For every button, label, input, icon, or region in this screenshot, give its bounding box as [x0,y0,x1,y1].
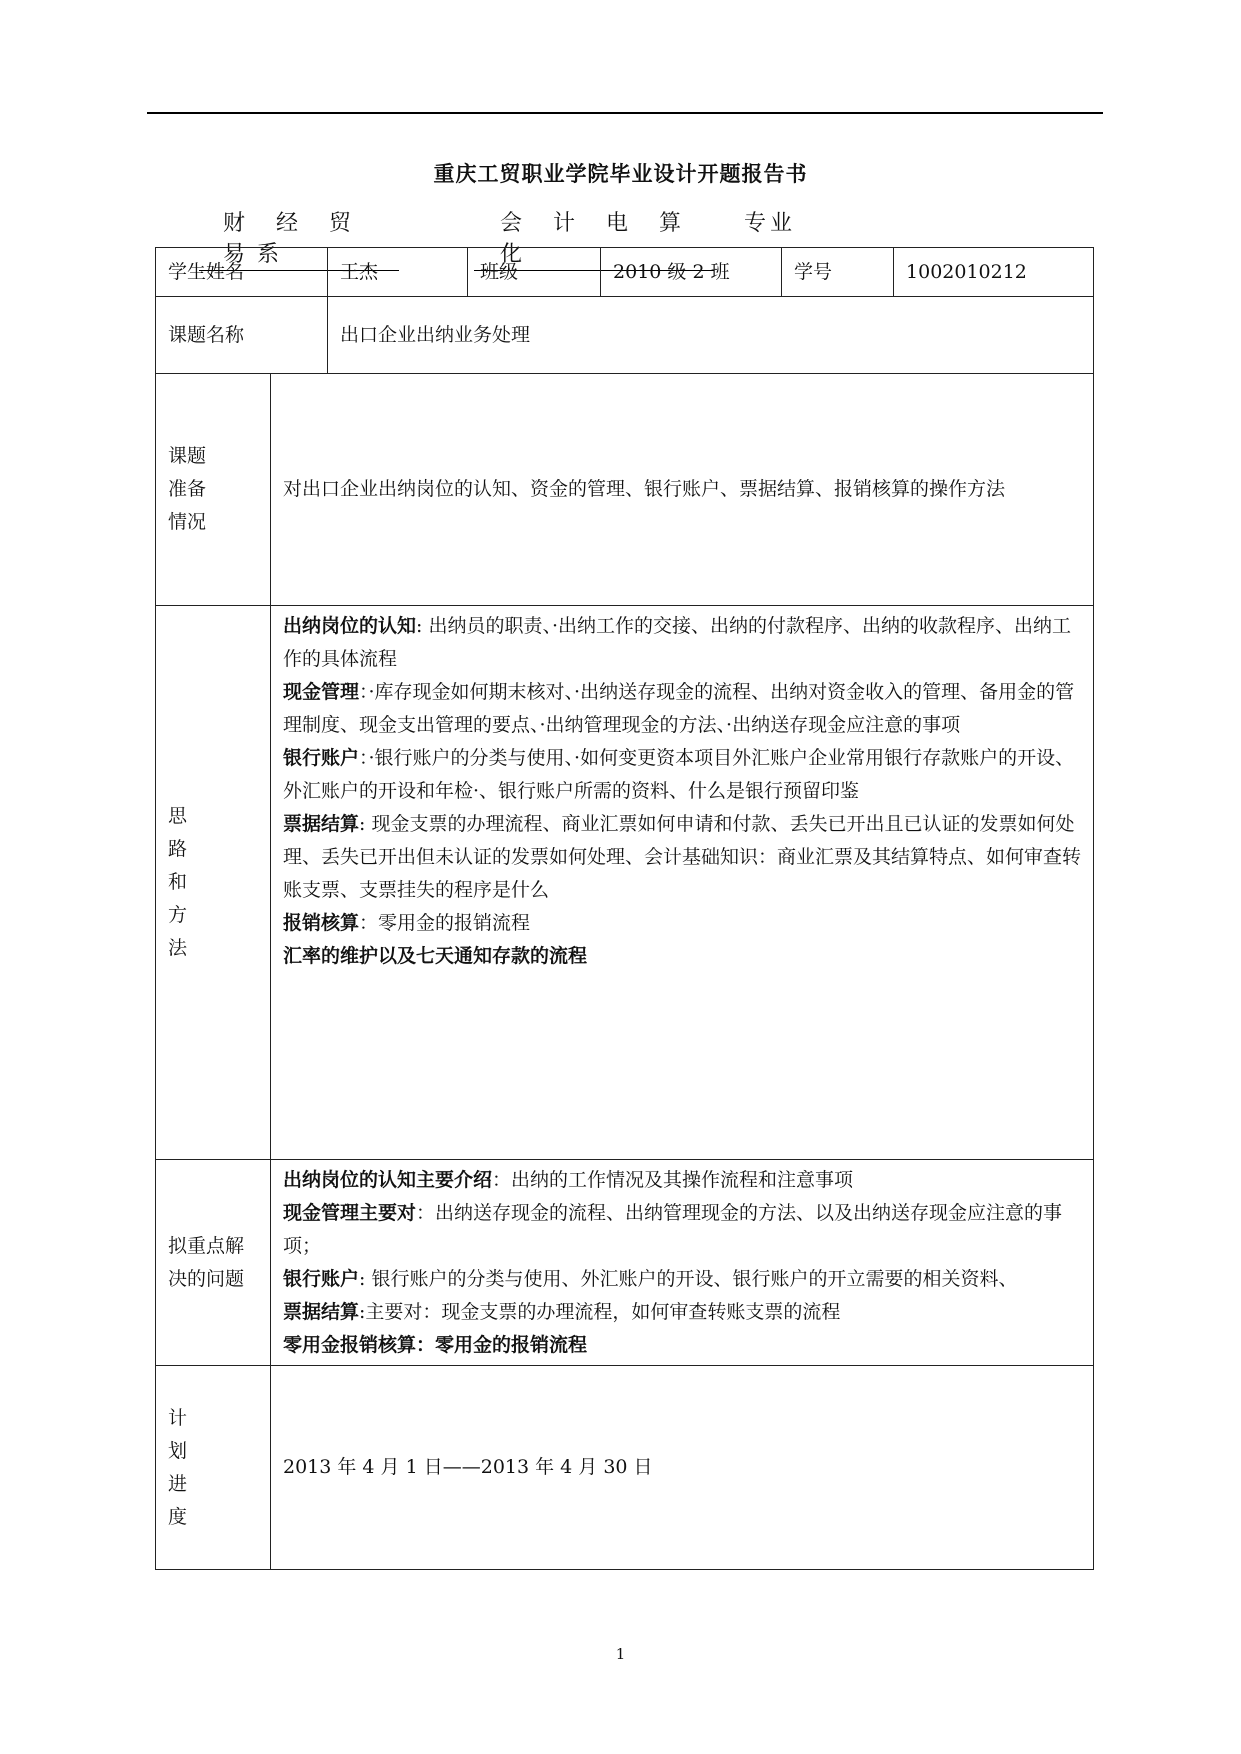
approach-item: 出纳岗位的认知: 出纳员的职责、·出纳工作的交接、出纳的付款程序、出纳的收款程序、出纳工作的具体流程 [283,615,1071,670]
info-row [156,248,1094,297]
header-rule [147,112,1103,114]
class-value: 2010 级 2 班 [601,248,782,297]
page-title: 重庆工贸职业学院毕业设计开题报告书 [433,162,808,186]
report-form-table [155,247,1094,1570]
preparation-text: 对出口企业出纳岗位的认知、资金的管理、银行账户、票据结算、报销核算的操作方法 [271,374,1094,606]
key-problem-item: 票据结算:主要对：现金支票的办理流程，如何审查转账支票的流程 [283,1301,841,1323]
key-problems-label: 拟重点解 决的问题 [156,1160,271,1366]
approach-item: 票据结算: 现金支票的办理流程、商业汇票如何申请和付款、丢失已开出且已认证的发票如何处理、丢失已开出但未认证的发票如何处理、会计基础知识：商业汇票及其结算特点、如何审查转账支票、支票挂失的程序是什么 [283,813,1082,901]
class-label: 班级 [468,248,601,297]
approach-content [271,606,1094,1160]
schedule-text: 2013 年 4 月 1 日——2013 年 4 月 30 日 [271,1366,1094,1570]
key-problems-row [156,1160,1094,1366]
student-name-value: 王杰 [328,248,468,297]
topic-label: 课题名称 [156,297,328,374]
page-number: 1 [615,1645,626,1663]
student-name-label: 学生姓名 [156,248,328,297]
student-id-label: 学号 [782,248,894,297]
department-major-line [0,206,1241,267]
approach-label: 思 路 和 方 法 [156,606,271,1160]
approach-item: 报销核算：零用金的报销流程 [283,912,531,934]
key-problems-content [271,1160,1094,1366]
key-problem-item: 现金管理主要对：出纳送存现金的流程、出纳管理现金的方法、以及出纳送存现金应注意的事项； [283,1202,1063,1257]
schedule-row [156,1366,1094,1570]
key-problem-item: 出纳岗位的认知主要介绍：出纳的工作情况及其操作流程和注意事项 [283,1169,854,1191]
department-field: 财 经 贸 易系 [199,206,399,271]
student-id-value: 1002010212 [894,248,1094,297]
preparation-row [156,374,1094,606]
approach-item: 汇率的维护以及七天通知存款的流程 [283,945,588,967]
topic-row [156,297,1094,374]
approach-item: 现金管理：·库存现金如何期末核对、·出纳送存现金的流程、出纳对资金收入的管理、备用金的管理制度、现金支出管理的要点、·出纳管理现金的方法、·出纳送存现金应注意的事项 [283,681,1075,736]
key-problem-item: 银行账户: 银行账户的分类与使用、外汇账户的开设、银行账户的开立需要的相关资料、 [283,1268,1018,1290]
topic-value: 出口企业出纳业务处理 [328,297,1094,374]
major-field: 会 计 电 算 化 [474,206,714,271]
schedule-label: 计 划 进 度 [156,1366,271,1570]
preparation-label: 课题 准备 情况 [156,374,271,606]
major-suffix: 专业 [744,211,797,236]
key-problem-item: 零用金报销核算：零用金的报销流程 [283,1334,588,1356]
approach-item: 银行账户：·银行账户的分类与使用、·如何变更资本项目外汇账户企业常用银行存款账户的开设、外汇账户的开设和年检·、银行账户所需的资料、什么是银行预留印鉴 [283,747,1075,802]
approach-row [156,606,1094,1160]
